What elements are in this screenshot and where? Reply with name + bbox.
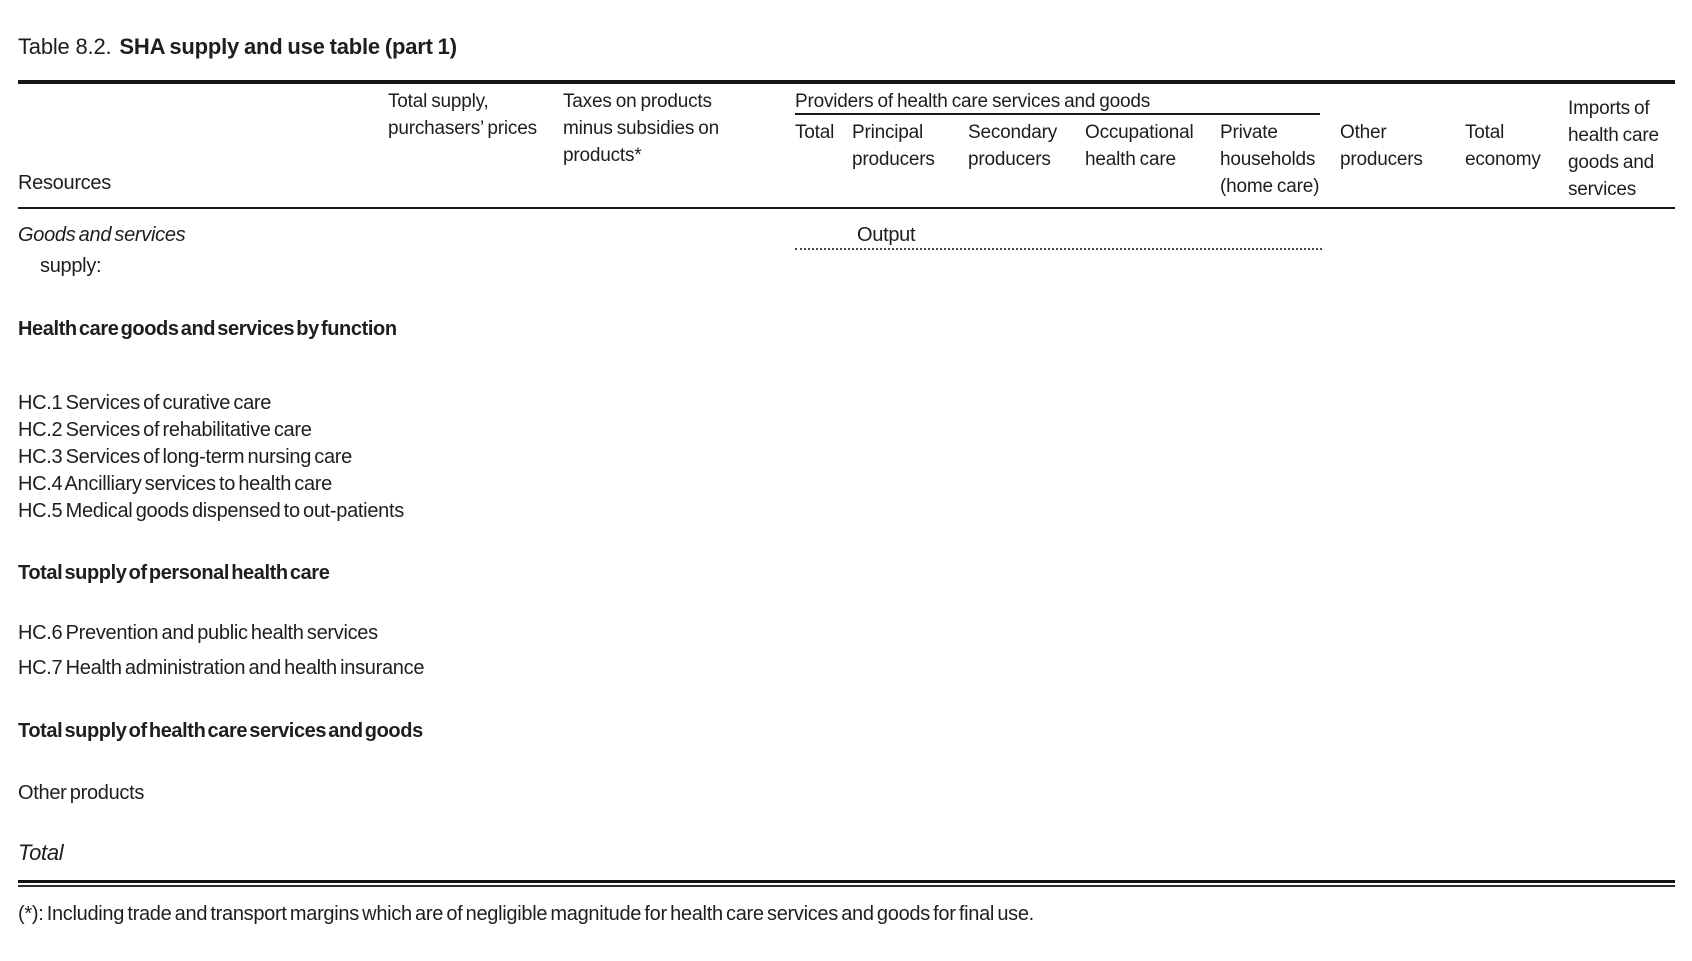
col-header-occupational-health-care: Occupational health care xyxy=(1085,122,1194,170)
row-hc6: HC.6 Prevention and public health services xyxy=(18,622,378,644)
row-hc3: HC.3 Services of long-term nursing care xyxy=(18,446,352,468)
table-number: Table 8.2. xyxy=(18,34,112,59)
row-grand-total: Total xyxy=(18,840,64,865)
col-header-private-households: Private households (home care) xyxy=(1220,122,1320,197)
col-header-secondary-producers: Secondary producers xyxy=(968,122,1058,170)
table-footnote: (*): Including trade and transport margins which are of negligible magnitude for health care services and goods for final use. xyxy=(18,903,1034,925)
col-header-imports: Imports of health care goods and services xyxy=(1568,98,1659,200)
providers-group-underline xyxy=(795,113,1320,115)
row-other-products: Other products xyxy=(18,782,145,804)
col-header-total-supply: Total supply, purchasers’ prices xyxy=(388,91,537,139)
table-top-border xyxy=(18,80,1675,84)
col-header-other-producers: Other producers xyxy=(1340,122,1423,170)
row-hc2: HC.2 Services of rehabilitative care xyxy=(18,419,312,441)
header-bottom-border xyxy=(18,207,1675,209)
row-total-personal-health-care: Total supply of personal health care xyxy=(18,562,330,584)
section-header-by-function: Health care goods and services by function xyxy=(18,318,397,340)
col-header-principal-producers: Principal producers xyxy=(852,122,935,170)
row-goods-and-services: Goods and services xyxy=(18,224,186,246)
table-bottom-border xyxy=(18,880,1675,887)
output-span-underline xyxy=(795,248,1322,250)
table-title xyxy=(18,34,457,60)
row-supply: supply: xyxy=(40,255,102,277)
row-hc7: HC.7 Health administration and health insurance xyxy=(18,657,425,679)
row-total-health-care-services-goods: Total supply of health care services and goods xyxy=(18,720,423,742)
col-header-providers-total: Total xyxy=(795,122,835,143)
row-axis-label: Resources xyxy=(18,172,111,194)
col-group-providers: Providers of health care services and goods xyxy=(795,91,1151,112)
col-header-total-economy: Total economy xyxy=(1465,122,1541,170)
table-name: SHA supply and use table (part 1) xyxy=(119,34,457,59)
output-span-label: Output xyxy=(857,224,916,246)
col-header-taxes: Taxes on products minus subsidies on products* xyxy=(563,91,719,166)
row-hc4: HC.4 Ancilliary services to health care xyxy=(18,473,332,495)
row-hc1: HC.1 Services of curative care xyxy=(18,392,272,414)
row-hc5: HC.5 Medical goods dispensed to out-patients xyxy=(18,500,404,522)
